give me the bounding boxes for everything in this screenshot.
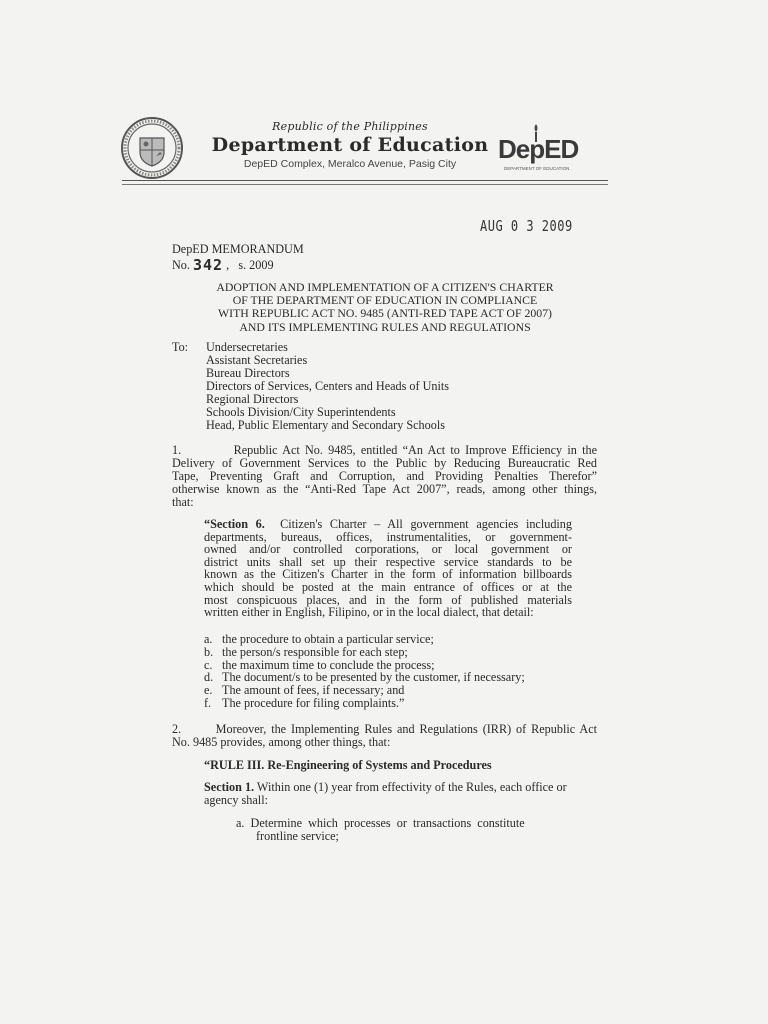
list-item: d. The document/s to be presented by the customer, if necessary; [204,670,525,685]
section-1 [204,781,596,807]
paragraph-line: Tape, Preventing Graft and Corruption, and Providing Penalties Therefor” [172,469,597,483]
republic-line: Republic of the Philippines [272,120,428,133]
quote-line: which should be posted at the main entrance of offices or at the [204,579,572,594]
quote-line: district units shall set up their respective service standards to be [204,554,572,569]
paragraph-line: 2. Moreover, the Implementing Rules and Regulations (IRR) of Republic Act [172,722,597,736]
recipient: Undersecretaries [206,340,288,354]
paragraph-line: otherwise known as the “Anti-Red Tape Act 2007”, reads, among other things, [172,482,597,496]
memo-series: 2009 [249,258,274,272]
memo-number-line [172,258,274,272]
memo-title: DepED MEMORANDUM [172,242,304,256]
recipient: Assistant Secretaries [206,353,308,367]
subject-line: AND ITS IMPLEMENTING RULES AND REGULATIONS [239,319,531,334]
paragraph-line: 1. Republic Act No. 9485, entitled “An Act to Improve Efficiency in the [172,443,597,457]
item-a [236,817,525,843]
quote-line: written either in English, Filipino, or in the local dialect, that detail: [204,605,534,620]
recipient: Bureau Directors [206,366,290,380]
memo-series-label: , s. [226,258,247,272]
to-label: To: [172,340,189,354]
deped-logo-icon [490,118,580,178]
quote-line: most conspicuous places, and in the form of published materials [204,592,572,607]
list-item: a. the procedure to obtain a particular service; [204,632,434,646]
detail-list [204,633,525,710]
department-name: Department of Education [211,134,489,156]
list-item: f. The procedure for filing complaints.” [204,695,405,710]
list-item: e. The amount of fees, if necessary; and [204,683,405,698]
recipient: Head, Public Elementary and Secondary Schools [206,418,445,432]
paragraph-1 [172,444,597,509]
list-item: b. the person/s responsible for each step; [204,644,408,659]
recipient: Directors of Services, Centers and Heads of Units [206,379,450,393]
rule-3-heading: “RULE III. Re-Engineering of Systems and Procedures [204,758,492,772]
quote-line: known as the Citizen's Charter in the form of information billboards [204,567,572,582]
header-divider-thin [122,184,608,185]
item-a-line: frontline service; [256,829,339,843]
item-a-line: a. Determine which processes or transactions constitute [236,816,525,830]
date-stamp: AUG 0 3 2009 [480,217,573,235]
header-divider [122,180,608,181]
memo-no-label: No. [172,258,190,272]
subject-line: OF THE DEPARTMENT OF EDUCATION IN COMPLIANCE [232,293,538,308]
deped-seal-icon [120,116,184,180]
logo-subtext: DEPARTMENT OF EDUCATION [504,166,570,171]
list-item: c. the maximum time to conclude the process; [204,657,435,672]
paragraph-line: No. 9485 provides, among other things, that: [172,735,391,749]
memo-subject [200,281,570,334]
logo-text: DepED [498,134,579,164]
subject-line: WITH REPUBLIC ACT NO. 9485 (ANTI-RED TAPE ACT OF 2007) [218,306,552,321]
section-1-heading: Section 1. [204,780,255,794]
paragraph-line: that: [172,495,194,509]
quote-text: Citizen's Charter – All government agencies including [264,517,572,531]
quote-line: departments, bureaus, offices, instrumentalities, or government- [204,529,572,544]
section-6-heading: “Section 6. [204,517,265,531]
quote-line [204,518,572,531]
subject-line: ADOPTION AND IMPLEMENTATION OF A CITIZEN'S CHARTER [216,280,554,294]
recipient: Schools Division/City Superintendents [206,405,396,419]
section-6-quote [204,518,572,619]
paragraph-2 [172,723,597,749]
recipient-list [206,341,449,432]
recipient: Regional Directors [206,392,299,406]
section-1-line: Section 1. Within one (1) year from effectivity of the Rules, each office or [204,780,567,794]
section-1-line: agency shall: [204,793,268,807]
memo-number: 342 [193,256,224,274]
department-address: DepED Complex, Meralco Avenue, Pasig City [243,158,457,170]
quote-line: owned and/or controlled corporations, or local government or [204,542,572,557]
paragraph-line: Delivery of Government Services to the Public by Reducing Bureaucratic Red [172,456,597,470]
